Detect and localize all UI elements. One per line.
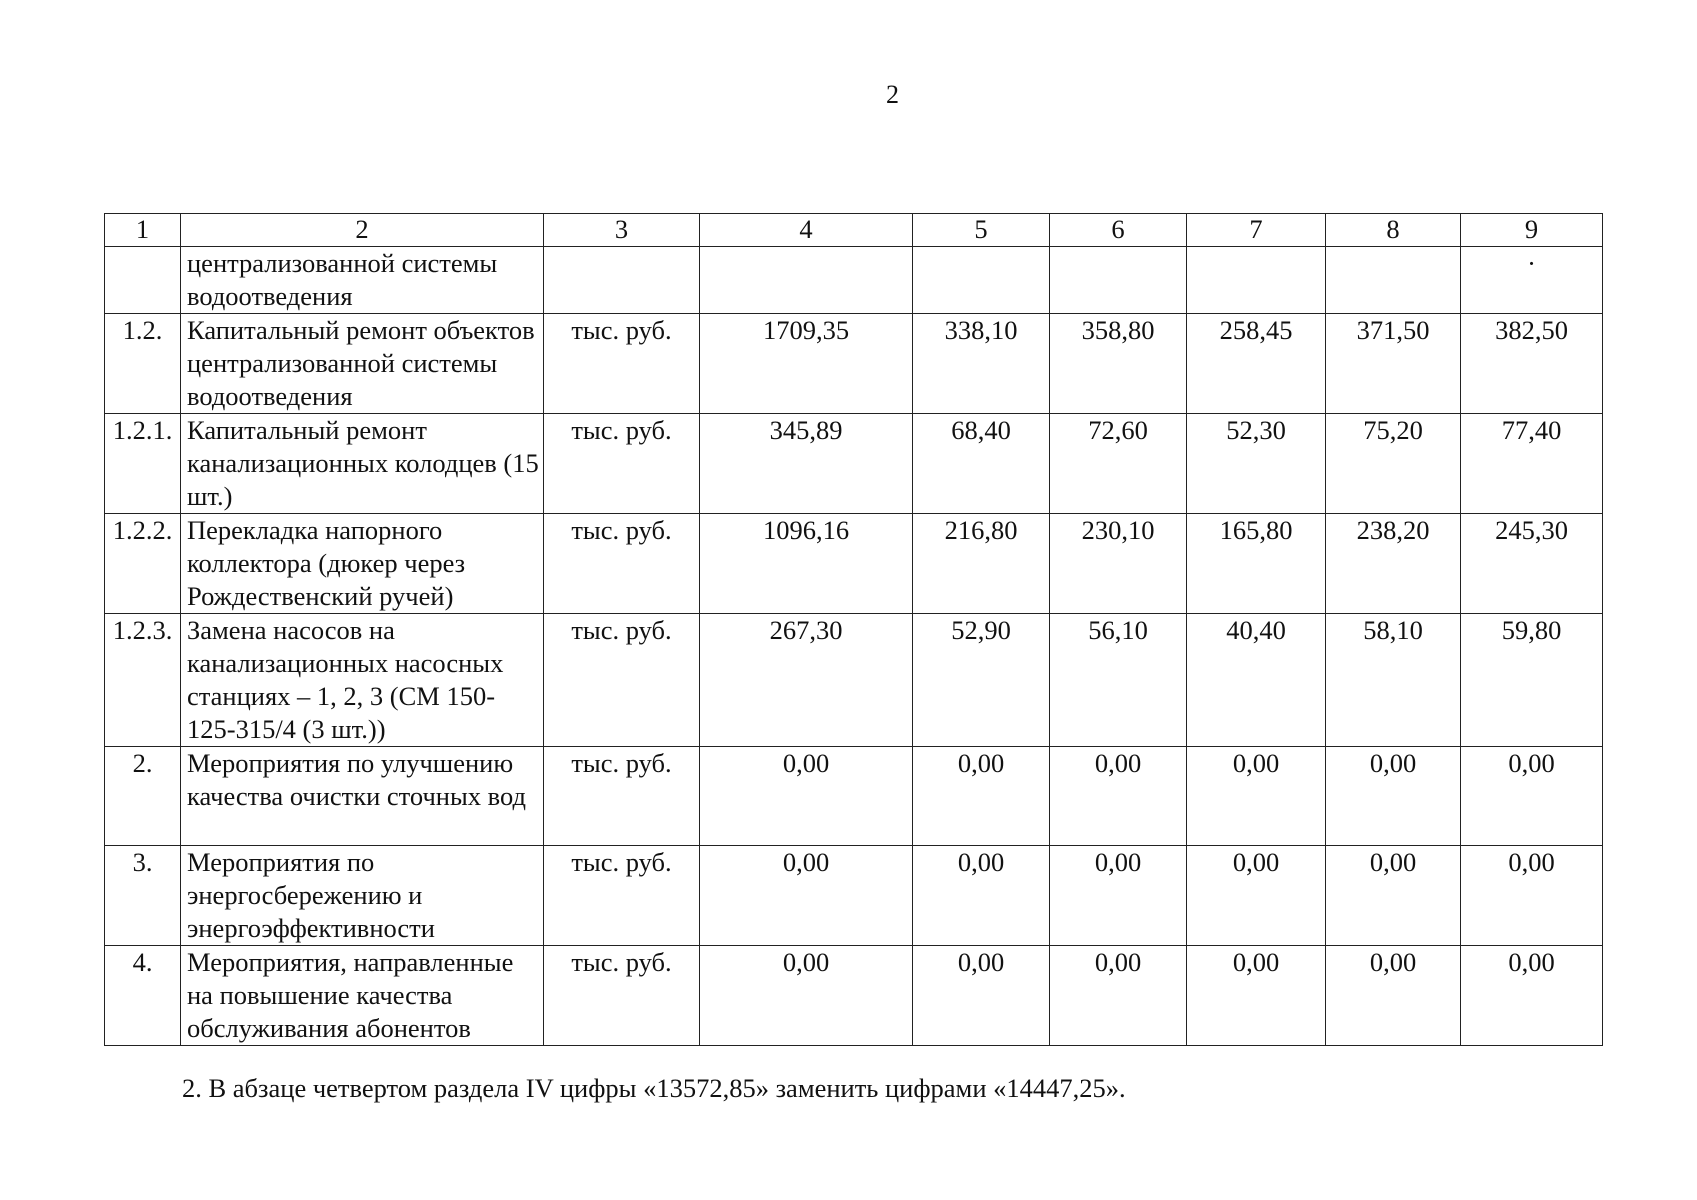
row-value: 0,00 — [700, 946, 913, 1046]
row-value — [700, 247, 913, 314]
column-header: 5 — [913, 214, 1050, 247]
row-value: 1709,35 — [700, 314, 913, 414]
row-value: 0,00 — [913, 846, 1050, 946]
row-value: 0,00 — [700, 846, 913, 946]
row-value: 75,20 — [1326, 414, 1461, 514]
row-value: 345,89 — [700, 414, 913, 514]
row-unit: тыс. руб. — [544, 314, 700, 414]
row-value: 0,00 — [1050, 946, 1187, 1046]
row-value: 0,00 — [913, 747, 1050, 846]
row-value: 58,10 — [1326, 614, 1461, 747]
row-name: Замена насосов на канализационных насосных станциях – 1, 2, 3 (СМ 150-125-315/4 (3 шт.)) — [181, 614, 544, 747]
row-unit: тыс. руб. — [544, 614, 700, 747]
row-value — [913, 247, 1050, 314]
row-unit: тыс. руб. — [544, 747, 700, 846]
row-value: 267,30 — [700, 614, 913, 747]
amendment-paragraph: 2. В абзаце четвертом раздела IV цифры «13572,85» заменить цифрами «14447,25». — [182, 1073, 1126, 1103]
column-header: 6 — [1050, 214, 1187, 247]
row-unit: тыс. руб. — [544, 846, 700, 946]
row-value: 0,00 — [1187, 747, 1326, 846]
table-row — [105, 747, 1603, 846]
row-number: 1.2.3. — [105, 614, 181, 747]
row-number: 1.2.2. — [105, 514, 181, 614]
row-unit — [544, 247, 700, 314]
row-value: 0,00 — [1187, 846, 1326, 946]
row-value: 56,10 — [1050, 614, 1187, 747]
row-value: 216,80 — [913, 514, 1050, 614]
row-value: 382,50 — [1461, 314, 1603, 414]
row-value — [1326, 247, 1461, 314]
table-row — [105, 514, 1603, 614]
column-header: 8 — [1326, 214, 1461, 247]
column-header: 3 — [544, 214, 700, 247]
row-value — [1050, 247, 1187, 314]
row-value: 1096,16 — [700, 514, 913, 614]
row-name: Мероприятия по энергосбережению и энергоэффективности — [181, 846, 544, 946]
row-unit: тыс. руб. — [544, 946, 700, 1046]
row-value: 0,00 — [1326, 846, 1461, 946]
row-number — [105, 247, 181, 314]
row-value: 0,00 — [1050, 747, 1187, 846]
column-header: 7 — [1187, 214, 1326, 247]
table-row — [105, 414, 1603, 514]
row-number: 1.2.1. — [105, 414, 181, 514]
row-name: Мероприятия по улучшению качества очистки сточных вод — [181, 747, 544, 846]
table-row — [105, 314, 1603, 414]
table-row — [105, 846, 1603, 946]
row-value — [1187, 247, 1326, 314]
row-value: · — [1461, 247, 1603, 314]
row-number: 3. — [105, 846, 181, 946]
row-value: 0,00 — [913, 946, 1050, 1046]
row-value: 238,20 — [1326, 514, 1461, 614]
row-unit: тыс. руб. — [544, 414, 700, 514]
page-number: 2 — [886, 80, 899, 109]
row-value: 358,80 — [1050, 314, 1187, 414]
row-value: 245,30 — [1461, 514, 1603, 614]
row-value: 77,40 — [1461, 414, 1603, 514]
row-value: 52,30 — [1187, 414, 1326, 514]
row-number: 4. — [105, 946, 181, 1046]
row-value: 0,00 — [1461, 946, 1603, 1046]
table-row — [105, 946, 1603, 1046]
row-value: 258,45 — [1187, 314, 1326, 414]
row-number: 1.2. — [105, 314, 181, 414]
row-value: 371,50 — [1326, 314, 1461, 414]
row-name: Перекладка напорного коллектора (дюкер через Рождественский ручей) — [181, 514, 544, 614]
table-row — [105, 614, 1603, 747]
row-value: 230,10 — [1050, 514, 1187, 614]
row-value: 0,00 — [1461, 747, 1603, 846]
row-value: 59,80 — [1461, 614, 1603, 747]
row-name: централизованной системы водоотведения — [181, 247, 544, 314]
row-value: 0,00 — [1187, 946, 1326, 1046]
row-unit: тыс. руб. — [544, 514, 700, 614]
row-value: 165,80 — [1187, 514, 1326, 614]
row-value: 72,60 — [1050, 414, 1187, 514]
column-header: 2 — [181, 214, 544, 247]
data-table — [104, 213, 1603, 1046]
row-number: 2. — [105, 747, 181, 846]
row-name: Мероприятия, направленные на повышение качества обслуживания абонентов — [181, 946, 544, 1046]
column-header: 1 — [105, 214, 181, 247]
row-value: 0,00 — [700, 747, 913, 846]
column-header: 4 — [700, 214, 913, 247]
row-value: 0,00 — [1326, 747, 1461, 846]
row-value: 52,90 — [913, 614, 1050, 747]
row-value: 0,00 — [1326, 946, 1461, 1046]
column-header: 9 — [1461, 214, 1603, 247]
row-value: 68,40 — [913, 414, 1050, 514]
row-value: 338,10 — [913, 314, 1050, 414]
row-value: 40,40 — [1187, 614, 1326, 747]
row-name: Капитальный ремонт канализационных колодцев (15 шт.) — [181, 414, 544, 514]
table-header-row — [105, 214, 1603, 247]
table-row — [105, 247, 1603, 314]
row-value: 0,00 — [1050, 846, 1187, 946]
row-value: 0,00 — [1461, 846, 1603, 946]
row-name: Капитальный ремонт объектов централизованной системы водоотведения — [181, 314, 544, 414]
